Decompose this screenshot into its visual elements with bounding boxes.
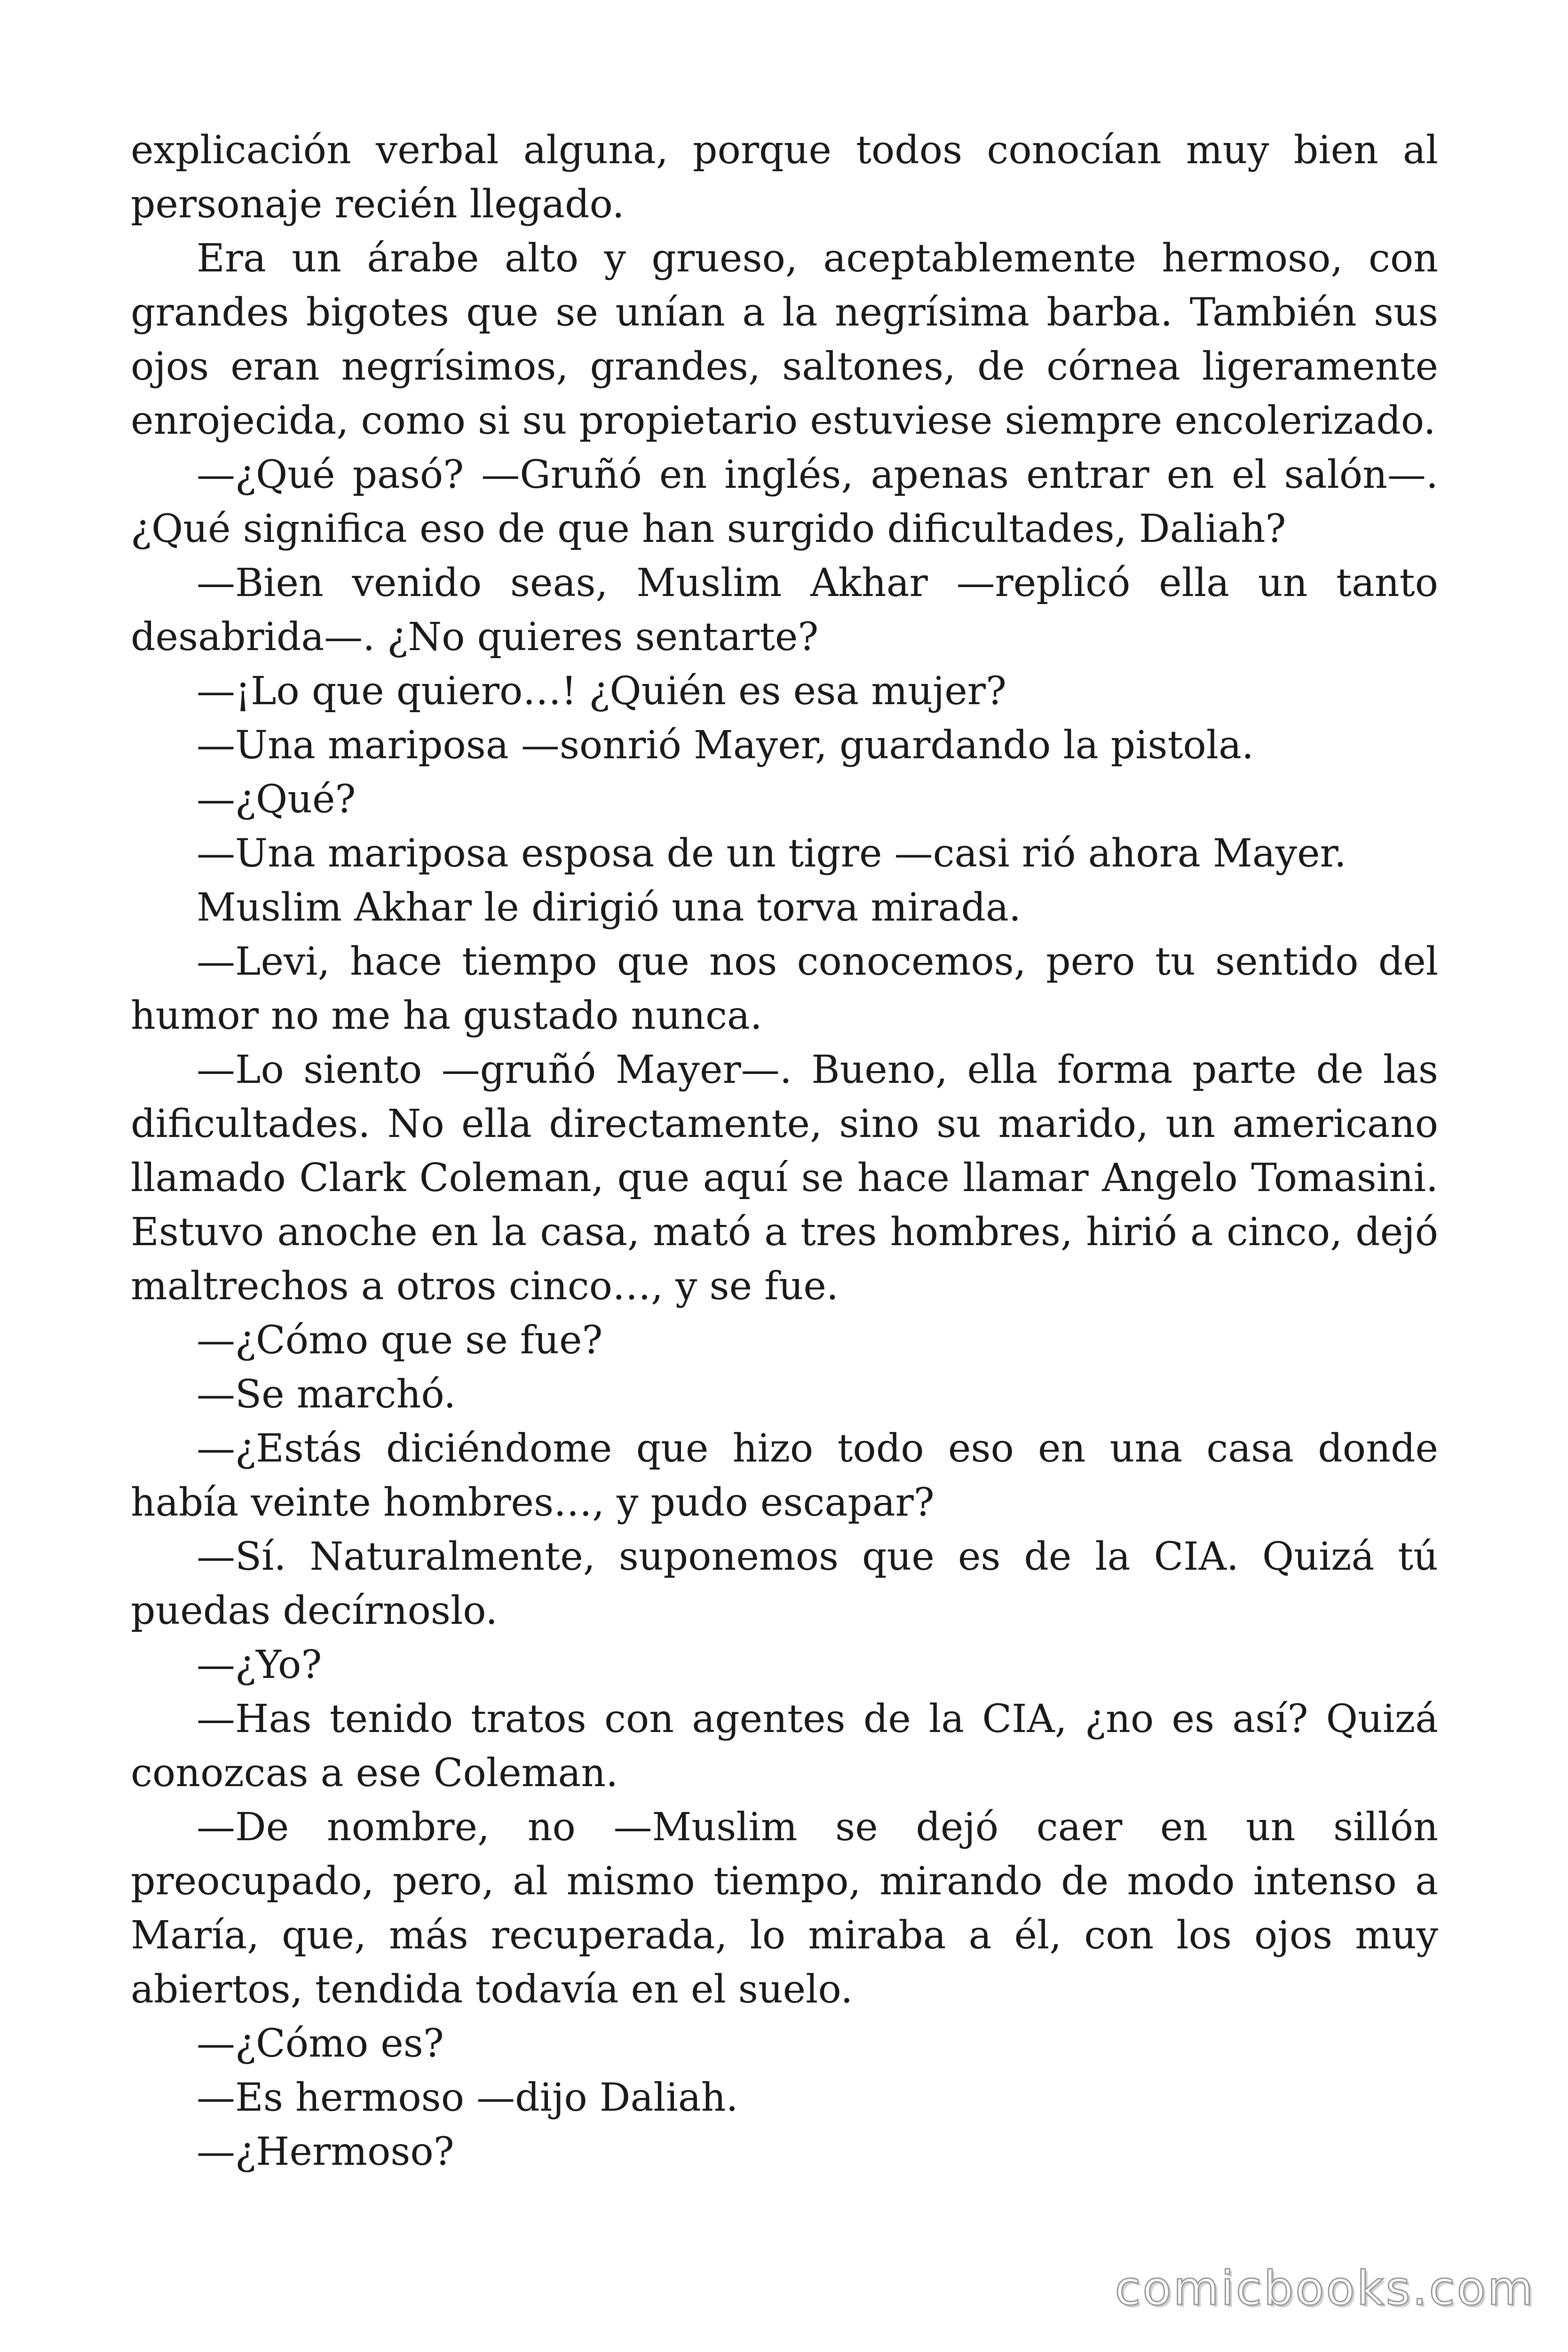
paragraph: Muslim Akhar le dirigió una torva mirada. <box>197 885 1021 930</box>
dialogue-line: —¿Hermoso? <box>197 2130 454 2174</box>
dialogue-line: —Levi, hace tiempo que nos conocemos, pero tu sentido del humor no me ha gustado nunca. <box>131 939 1438 1038</box>
site-watermark: comicbooks.com <box>1115 2261 1535 2316</box>
dialogue-line: —¿Cómo que se fue? <box>197 1318 603 1363</box>
dialogue-line: —Una mariposa —sonrió Mayer, guardando la pistola. <box>197 723 1254 768</box>
dialogue-line: —¿Cómo es? <box>197 2021 444 2066</box>
dialogue-line: —Se marchó. <box>197 1372 456 1417</box>
dialogue-line: —Has tenido tratos con agentes de la CIA, ¿no es así? Quizá conozcas a ese Coleman. <box>131 1697 1438 1796</box>
dialogue-line: —De nombre, no —Muslim se dejó caer en un sillón preocupado, pero, al mismo tiempo, mirando de modo intenso a María, que, más recuperada, lo miraba a él, con los ojos muy abiertos, tendida todavía en el suelo. <box>131 1805 1438 2012</box>
dialogue-line: —Es hermoso —dijo Daliah. <box>197 2075 738 2120</box>
dialogue-line: —¿Yo? <box>197 1643 322 1687</box>
paragraph: Era un árabe alto y grueso, aceptablemente hermoso, con grandes bigotes que se unían a la negrísima barba. También sus ojos eran negrísimos, grandes, saltones, de córnea ligeramente enrojecida, como si su propietario estuviese siempre encolerizado. <box>131 236 1438 443</box>
dialogue-line: —¿Estás diciéndome que hizo todo eso en una casa donde había veinte hombres…, y pudo escapar? <box>131 1426 1438 1525</box>
dialogue-line: —Lo siento —gruñó Mayer—. Bueno, ella forma parte de las dificultades. No ella directamente, sino su marido, un americano llamado Clark Coleman, que aquí se hace llamar Angelo Tomasini. Estuvo anoche en la casa, mató a tres hombres, hirió a cinco, dejó maltrechos a otros cinco…, y se fue. <box>131 1048 1438 1309</box>
dialogue-line: —Bien venido seas, Muslim Akhar —replicó ella un tanto desabrida—. ¿No quieres sentarte? <box>131 561 1438 660</box>
dialogue-line: —¡Lo que quiero…! ¿Quién es esa mujer? <box>197 669 1006 714</box>
dialogue-line: —Una mariposa esposa de un tigre —casi rió ahora Mayer. <box>197 831 1346 876</box>
dialogue-line: —¿Qué pasó? —Gruñó en inglés, apenas entrar en el salón—. ¿Qué significa eso de que han surgido dificultades, Daliah? <box>131 453 1438 551</box>
dialogue-line: —Sí. Naturalmente, suponemos que es de la CIA. Quizá tú puedas decírnoslo. <box>131 1534 1438 1633</box>
body-text <box>131 123 1438 2179</box>
dialogue-line: —¿Qué? <box>197 777 356 822</box>
paragraph-continuation: explicación verbal alguna, porque todos conocían muy bien al personaje recién llegado. <box>131 128 1438 227</box>
